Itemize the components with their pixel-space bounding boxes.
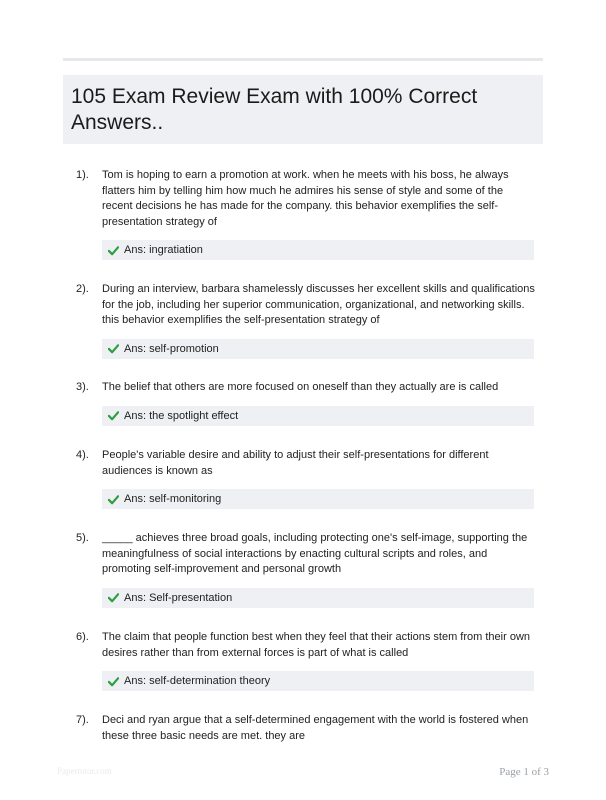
question-text: Deci and ryan argue that a self-determined engagement with the world is fostered when these three basic needs are met. they are	[102, 714, 529, 742]
question-number: 6).	[76, 631, 89, 643]
title-box	[63, 75, 543, 144]
answer-text: Ans: self-promotion	[124, 342, 219, 355]
question-item-7	[76, 713, 536, 744]
question-number: 1).	[76, 169, 89, 181]
question-text: The claim that people function best when they feel that their actions stem from their own desires rather than from external forces is part of what is called	[102, 631, 531, 659]
question-number: 3).	[76, 381, 89, 393]
question-number: 2).	[76, 283, 89, 295]
question-text: The belief that others are more focused on oneself than they actually are is called	[102, 381, 499, 393]
question-item-6	[76, 630, 536, 691]
footer-watermark: Papertutor.com	[57, 766, 112, 776]
page-indicator: Page 1 of 3	[499, 766, 549, 778]
answer-text: Ans: Self-presentation	[124, 591, 233, 604]
question-item-3	[76, 380, 536, 426]
question-number: 5).	[76, 532, 89, 544]
answer-text: Ans: self-monitoring	[124, 493, 222, 505]
check-icon	[108, 494, 119, 505]
question-text: People's variable desire and ability to adjust their self-presentations for different audiences is known as	[102, 449, 489, 477]
answer-text: Ans: ingratiation	[124, 244, 203, 256]
check-icon	[108, 343, 119, 354]
question-item-1	[76, 168, 536, 260]
question-text: During an interview, barbara shamelessly discusses her excellent skills and qualifications for the job, including her superior communication, organizational, and networking skills. this behavior exemplifies the self-presentation strategy of	[102, 283, 535, 326]
check-icon	[108, 245, 119, 256]
answer-text: Ans: the spotlight effect	[124, 409, 239, 422]
answer-box	[102, 671, 534, 691]
answer-text: Ans: self-determination theory	[124, 675, 271, 687]
top-rule	[63, 58, 543, 61]
answer-box	[102, 339, 534, 359]
check-icon	[108, 592, 119, 603]
question-text: Tom is hoping to earn a promotion at work. when he meets with his boss, he always flatters him by telling him how much he admires his sense of style and some of the recent decisions he has made for the company. this behavior exemplifies the self-presentation strategy of	[102, 169, 509, 228]
answer-box	[102, 406, 534, 426]
answer-box	[102, 588, 534, 608]
question-number: 7).	[76, 714, 89, 726]
question-item-5	[76, 531, 536, 608]
answer-box	[102, 240, 534, 260]
question-item-2	[76, 282, 536, 359]
check-icon	[108, 676, 119, 687]
question-number: 4).	[76, 449, 89, 461]
page-title: 105 Exam Review Exam with 100% Correct Answers..	[71, 85, 478, 134]
question-item-4	[76, 448, 536, 509]
question-text: _____ achieves three broad goals, including protecting one's self-image, supporting the meaningfulness of social interactions by enacting cultural scripts and roles, and promoting self-improvement and personal growth	[102, 532, 528, 575]
check-icon	[108, 410, 119, 421]
answer-box	[102, 489, 534, 509]
